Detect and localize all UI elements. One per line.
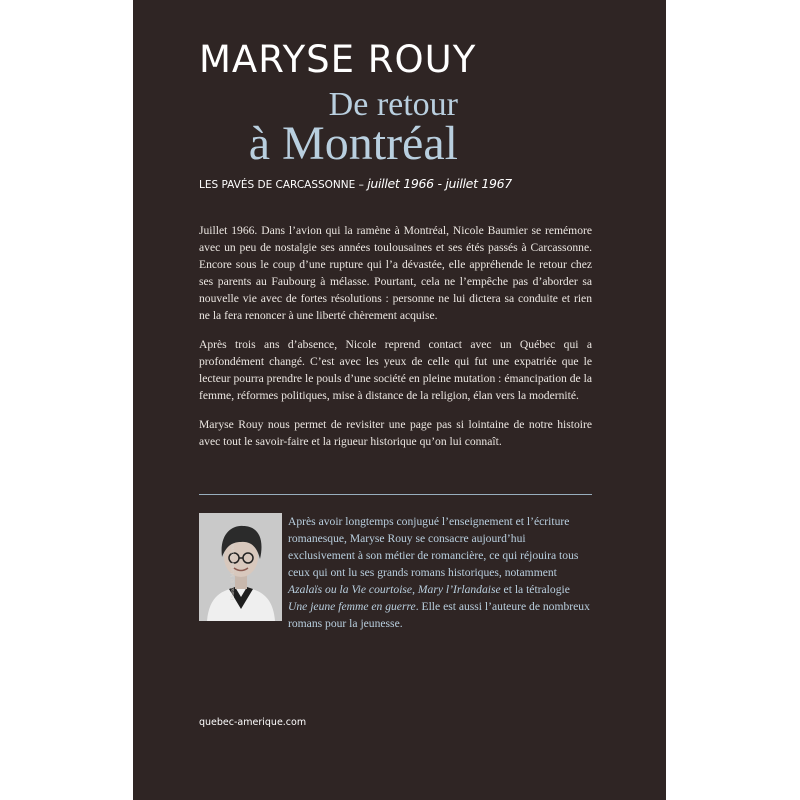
synopsis-paragraph-2: Après trois ans d’absence, Nicole reprend contact avec un Québec qui a profondément changé. C’est avec les yeux de celle qui fut une expatriée que le lecteur pourra prendre le pouls d’une société en pleine mutation : émancipation de la femme, réformes politiques, mise à distance de la religion, élan vers la modernité. xyxy=(199,338,592,402)
book-title xyxy=(158,88,458,168)
series-dates: juillet 1966 - juillet 1967 xyxy=(367,176,512,191)
bio-text-1: Après avoir longtemps conjugué l’enseignement et l’écriture romanesque, Maryse Rouy se consacre aujourd’hui exclusivement à son métier de romancière, ce qui réjouira tous ceux qui ont lu ses grands romans historiques, notamment xyxy=(288,515,579,579)
synopsis-paragraph-3: Maryse Rouy nous permet de revisiter une page pas si lointaine de notre histoire avec tout le savoir-faire et la rigueur historique qu’on lui connaît. xyxy=(199,418,592,448)
synopsis xyxy=(199,222,592,462)
bio-text-2: , xyxy=(412,583,418,596)
series-line xyxy=(199,176,512,191)
book-back-cover xyxy=(133,0,666,800)
author-bio xyxy=(288,513,592,632)
synopsis-paragraph-1: Juillet 1966. Dans l’avion qui la ramène à Montréal, Nicole Baumier se remémore avec un peu de nostalgie ses années toulousaines et ses étés passés à Carcassonne. Encore sous le coup d’une rupture qui l’a dévastée, elle appréhende le retour chez ses parents au Faubourg à mélasse. Pourtant, cela ne l’empêche pas d’aborder sa nouvelle vie avec de fortes résolutions : personne ne lui dictera sa conduite et rien ne la fera renoncer à une liberté chèrement acquise. xyxy=(199,224,592,322)
bio-book-2: Mary l’Irlandaise xyxy=(417,583,501,596)
book-title-line-1: De retour xyxy=(328,86,458,123)
bio-book-3: Une jeune femme en guerre xyxy=(288,600,416,613)
divider-line xyxy=(199,494,592,495)
author-photo xyxy=(199,513,282,621)
photo-credit: Photo : © Martine Doyon xyxy=(230,543,236,601)
bio-text-3: et la tétralogie xyxy=(500,583,570,596)
book-title-line-2: à Montréal xyxy=(248,117,458,170)
bio-book-1: Azalaïs ou la Vie courtoise xyxy=(288,583,413,596)
author-portrait-icon xyxy=(199,513,282,621)
series-name: LES PAVÉS DE CARCASSONNE – xyxy=(199,179,364,191)
bio-text-4: . Elle est aussi l’auteure de nombreux romans pour la jeunesse. xyxy=(288,600,590,630)
author-name: MARYSE ROUY xyxy=(199,38,477,81)
author-bio-paragraph xyxy=(288,513,592,632)
publisher-website: quebec-amerique.com xyxy=(199,717,307,728)
